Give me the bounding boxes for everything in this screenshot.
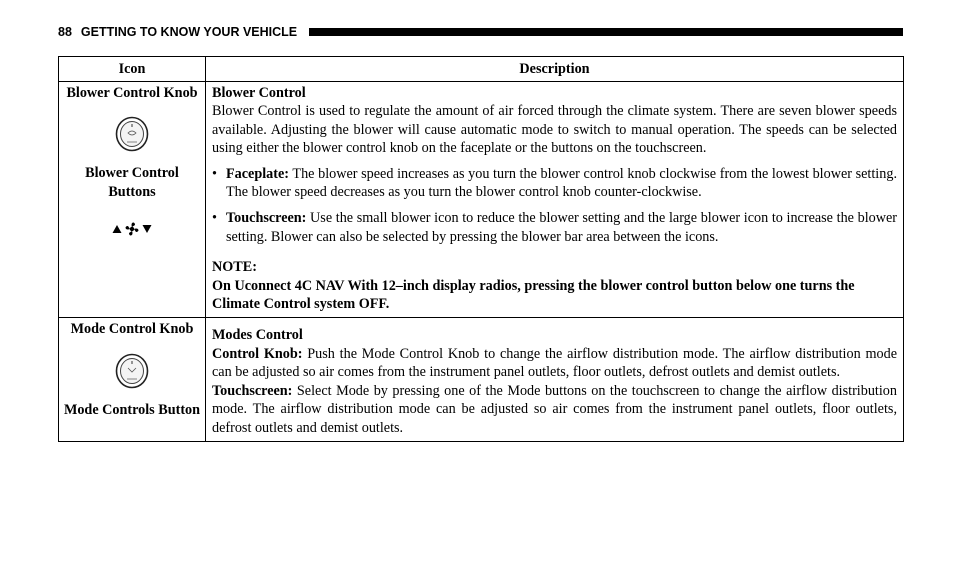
column-header-icon: Icon: [59, 57, 206, 82]
control-knob-icon: [115, 353, 149, 389]
list-item: • Touchscreen: Use the small blower icon to reduce the blower setting and the large blower icon to increase the blower setting. Blower can also be selected by pressing the blower bar area between the icons.: [212, 209, 897, 246]
blower-bullet-list: [212, 165, 897, 247]
icon-cell-mode: [59, 318, 206, 441]
table-row-blower: [59, 82, 904, 318]
control-knob-icon: [115, 116, 149, 152]
table-row-mode: [59, 318, 904, 441]
blower-title: Blower Control: [212, 85, 306, 101]
mode-title: Modes Control: [212, 327, 303, 344]
description-cell-blower: [206, 82, 904, 318]
column-header-description: Description: [206, 57, 904, 82]
header-rule: [309, 28, 903, 36]
page-header: [58, 22, 903, 42]
section-title: GETTING TO KNOW YOUR VEHICLE: [80, 25, 298, 39]
page-number: 88: [58, 25, 72, 39]
triangle-down-icon: [142, 224, 152, 234]
triangle-up-icon: [112, 224, 122, 234]
icon-label-blower-buttons: Blower Control Buttons: [85, 165, 179, 200]
mode-para-touchscreen: Touchscreen: Select Mode by pressing one of the Mode buttons on the touchscreen to change the airflow distribution mode. The airflow distribution mode can be adjusted so air comes from the instrument panel outlets, floor outlets, defrost outlets and demist outlets.: [212, 382, 897, 436]
mode-knob-image: [63, 353, 201, 389]
note-text: On Uconnect 4C NAV With 12–inch display radios, pressing the blower control button below one turns the Climate Control system OFF.: [212, 277, 855, 313]
icon-cell-blower: [59, 82, 206, 318]
icon-label-mode-button: Mode Controls Button: [63, 401, 201, 418]
icon-label-mode-knob: Mode Control Knob: [70, 321, 194, 338]
description-cell-mode: [206, 318, 904, 441]
blower-intro: Blower Control is used to regulate the amount of air forced through the climate system. There are seven blower speeds available. Adjusting the blower will cause automatic mode to switch to manual operation. The speeds can be selected using either the blower control knob on the faceplate or the buttons on the touchscreen.: [212, 103, 897, 157]
note-label: NOTE:: [212, 259, 257, 276]
fan-icon: [123, 221, 141, 237]
list-item: • Faceplate: The blower speed increases as you turn the blower control knob clockwise from the lowest blower setting. The blower speed decreases as you turn the blower control knob counter-clockwise.: [212, 165, 897, 202]
blower-buttons-image: [63, 221, 201, 237]
icon-label-blower-knob: Blower Control Knob: [66, 85, 198, 101]
table-header-row: [59, 57, 904, 82]
controls-table: [58, 56, 904, 442]
blower-knob-image: [63, 116, 201, 152]
mode-para-knob: Control Knob: Push the Mode Control Knob to change the airflow distribution mode. The airflow distribution mode can be adjusted so air comes from the instrument panel outlets, floor outlets, defrost outlets and demist outlets.: [212, 345, 898, 381]
